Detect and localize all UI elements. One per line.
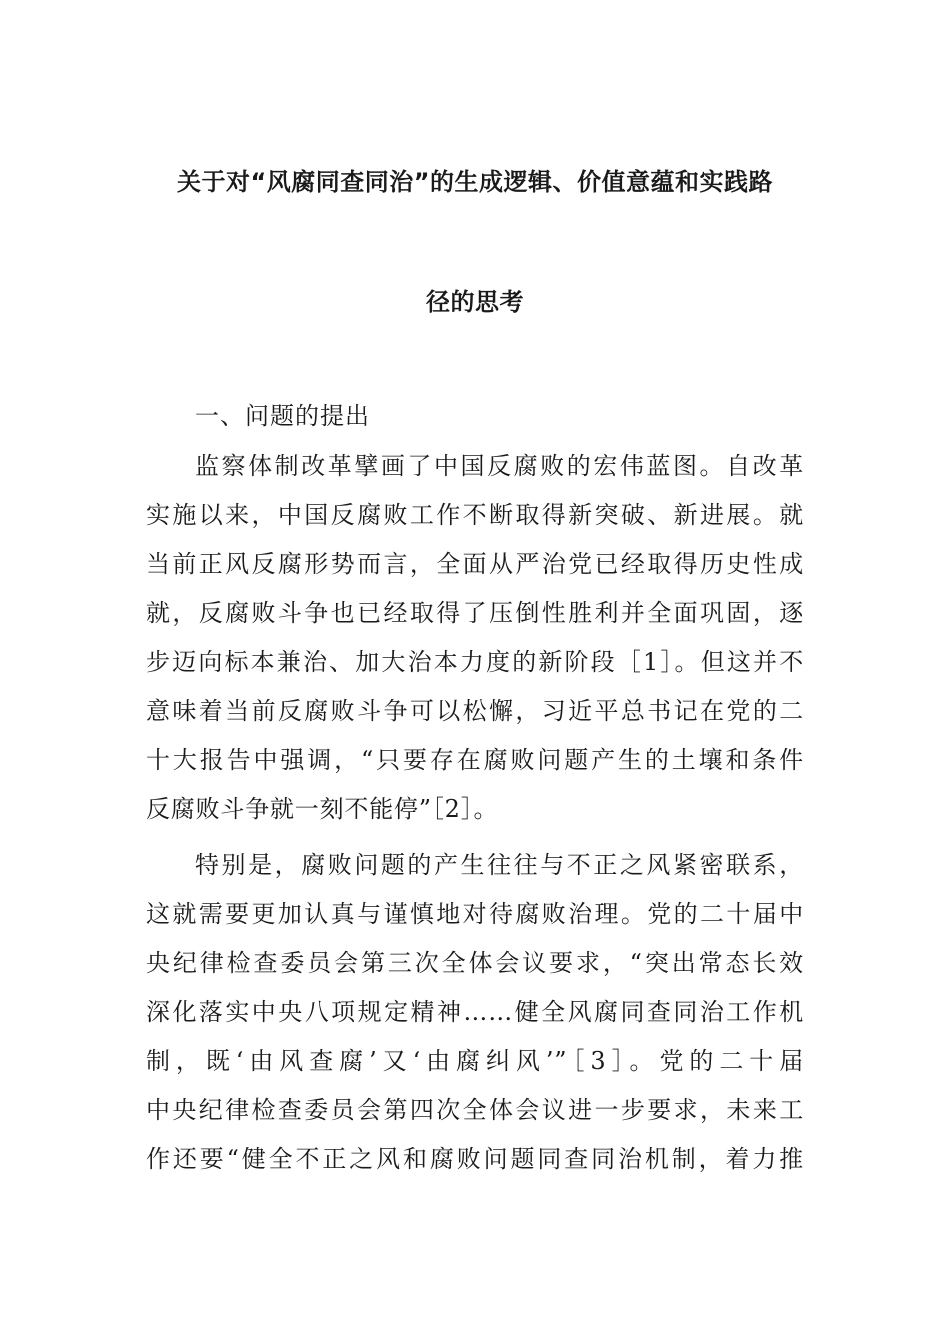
paragraph-1-line-3: 当前正风反腐形势而言，全面从严治党已经取得历史性成 xyxy=(146,550,804,578)
paragraph-1-line-8: 反腐败斗争就一刻不能停”［2］。 xyxy=(146,795,499,823)
paragraph-1-line-1: 监察体制改革擘画了中国反腐败的宏伟蓝图。自改革 xyxy=(195,452,804,480)
paragraph-2-line-5: 制，既‘由风查腐’又‘由腐纠风’”［3］。党的二十届 xyxy=(146,1047,804,1075)
paragraph-2-line-6: 中央纪律检查委员会第四次全体会议进一步要求，未来工 xyxy=(146,1096,804,1124)
paragraph-2-line-4: 深化落实中央八项规定精神……健全风腐同查同治工作机 xyxy=(146,998,804,1026)
paragraph-2-line-1: 特别是，腐败问题的产生往往与不正之风紧密联系， xyxy=(195,851,804,879)
paragraph-1-line-6: 意味着当前反腐败斗争可以松懈，习近平总书记在党的二 xyxy=(146,697,804,725)
paragraph-1-line-5: 步迈向标本兼治、加大治本力度的新阶段［1］。但这并不 xyxy=(146,648,804,676)
paragraph-1-line-4: 就，反腐败斗争也已经取得了压倒性胜利并全面巩固，逐 xyxy=(146,599,804,627)
document-title-line-1: 关于对“风腐同查同治”的生成逻辑、价值意蕴和实践路 xyxy=(176,168,774,196)
document-title-line-2: 径的思考 xyxy=(426,288,524,316)
paragraph-2-line-2: 这就需要更加认真与谨慎地对待腐败治理。党的二十届中 xyxy=(146,900,804,928)
paragraph-1-line-2: 实施以来，中国反腐败工作不断取得新突破、新进展。就 xyxy=(146,501,804,529)
paragraph-2-line-3: 央纪律检查委员会第三次全体会议要求，“突出常态长效 xyxy=(146,949,804,977)
section-heading: 一、问题的提出 xyxy=(195,402,370,430)
paragraph-2-line-7: 作还要“健全不正之风和腐败问题同查同治机制，着力推 xyxy=(146,1145,804,1173)
paragraph-1-line-7: 十大报告中强调，“只要存在腐败问题产生的土壤和条件 xyxy=(146,746,804,774)
